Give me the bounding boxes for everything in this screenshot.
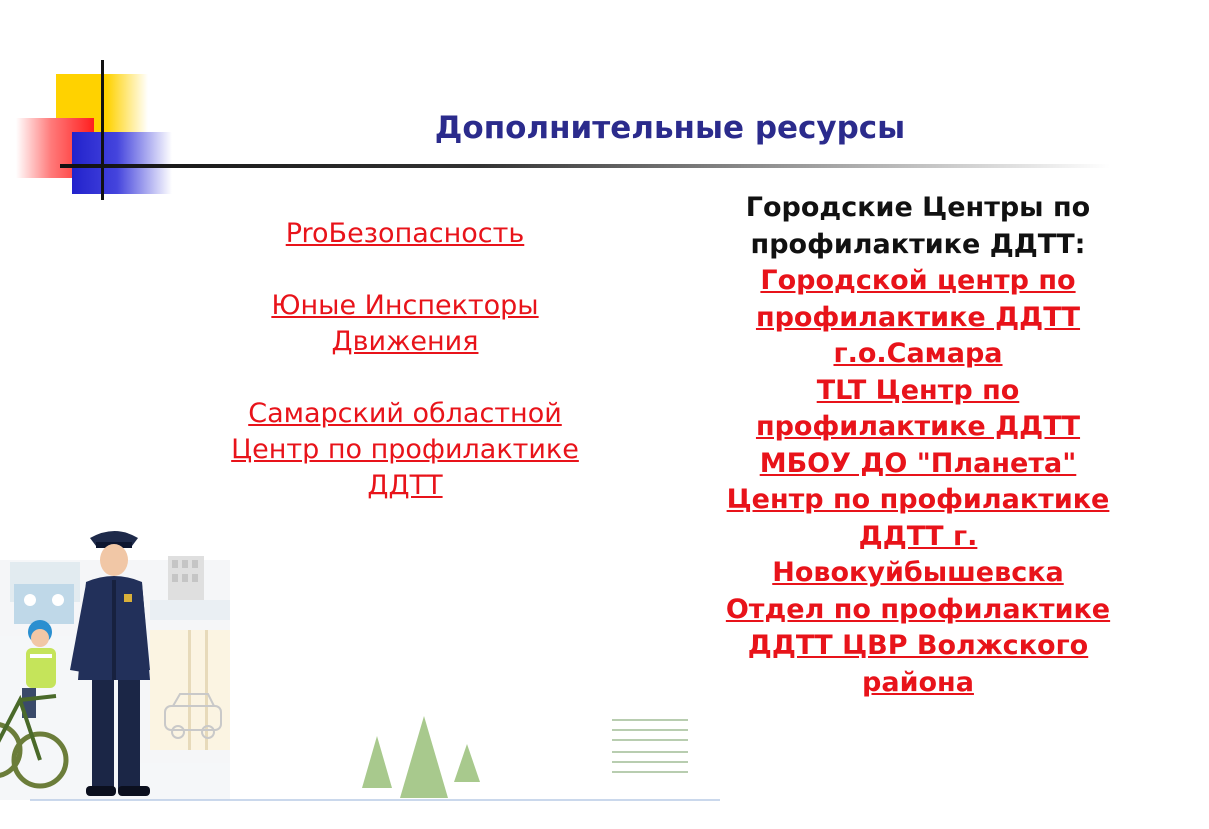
link-volzhsky-district[interactable]: Отдел по профилактике ДДТТ ЦВР Волжского района — [725, 593, 1111, 698]
deco-vertical-line — [101, 60, 104, 200]
title-underline — [60, 164, 1110, 168]
link-young-inspectors[interactable]: Юные Инспекторы Движения — [271, 290, 539, 357]
link-probezopasnost[interactable]: ProБезопасность — [285, 218, 525, 249]
link-samara-regional-center[interactable]: Самарский областной Центр по профилактике ДДТТ — [231, 398, 579, 501]
city-centers-section — [718, 190, 1118, 701]
traffic-safety-illustration — [0, 520, 720, 810]
link-samara-city-center[interactable]: Городской центр по профилактике ДДТТ г.о.Самара — [755, 265, 1081, 369]
link-tlt-center[interactable]: TLT Центр по профилактике ДДТТ — [755, 374, 1081, 442]
sign-lines — [612, 720, 688, 772]
trees — [362, 716, 480, 798]
page-title: Дополнительные ресурсы — [434, 110, 906, 146]
deco-blue-square — [72, 132, 172, 194]
left-links — [200, 216, 610, 504]
city-centers-heading: Городские Центры по профилактике ДДТТ: — [745, 192, 1091, 260]
link-planeta-novokuybyshevsk[interactable]: МБОУ ДО "Планета" Центр по профилактике ДДТТ г. Новокуйбышевска — [726, 447, 1110, 588]
